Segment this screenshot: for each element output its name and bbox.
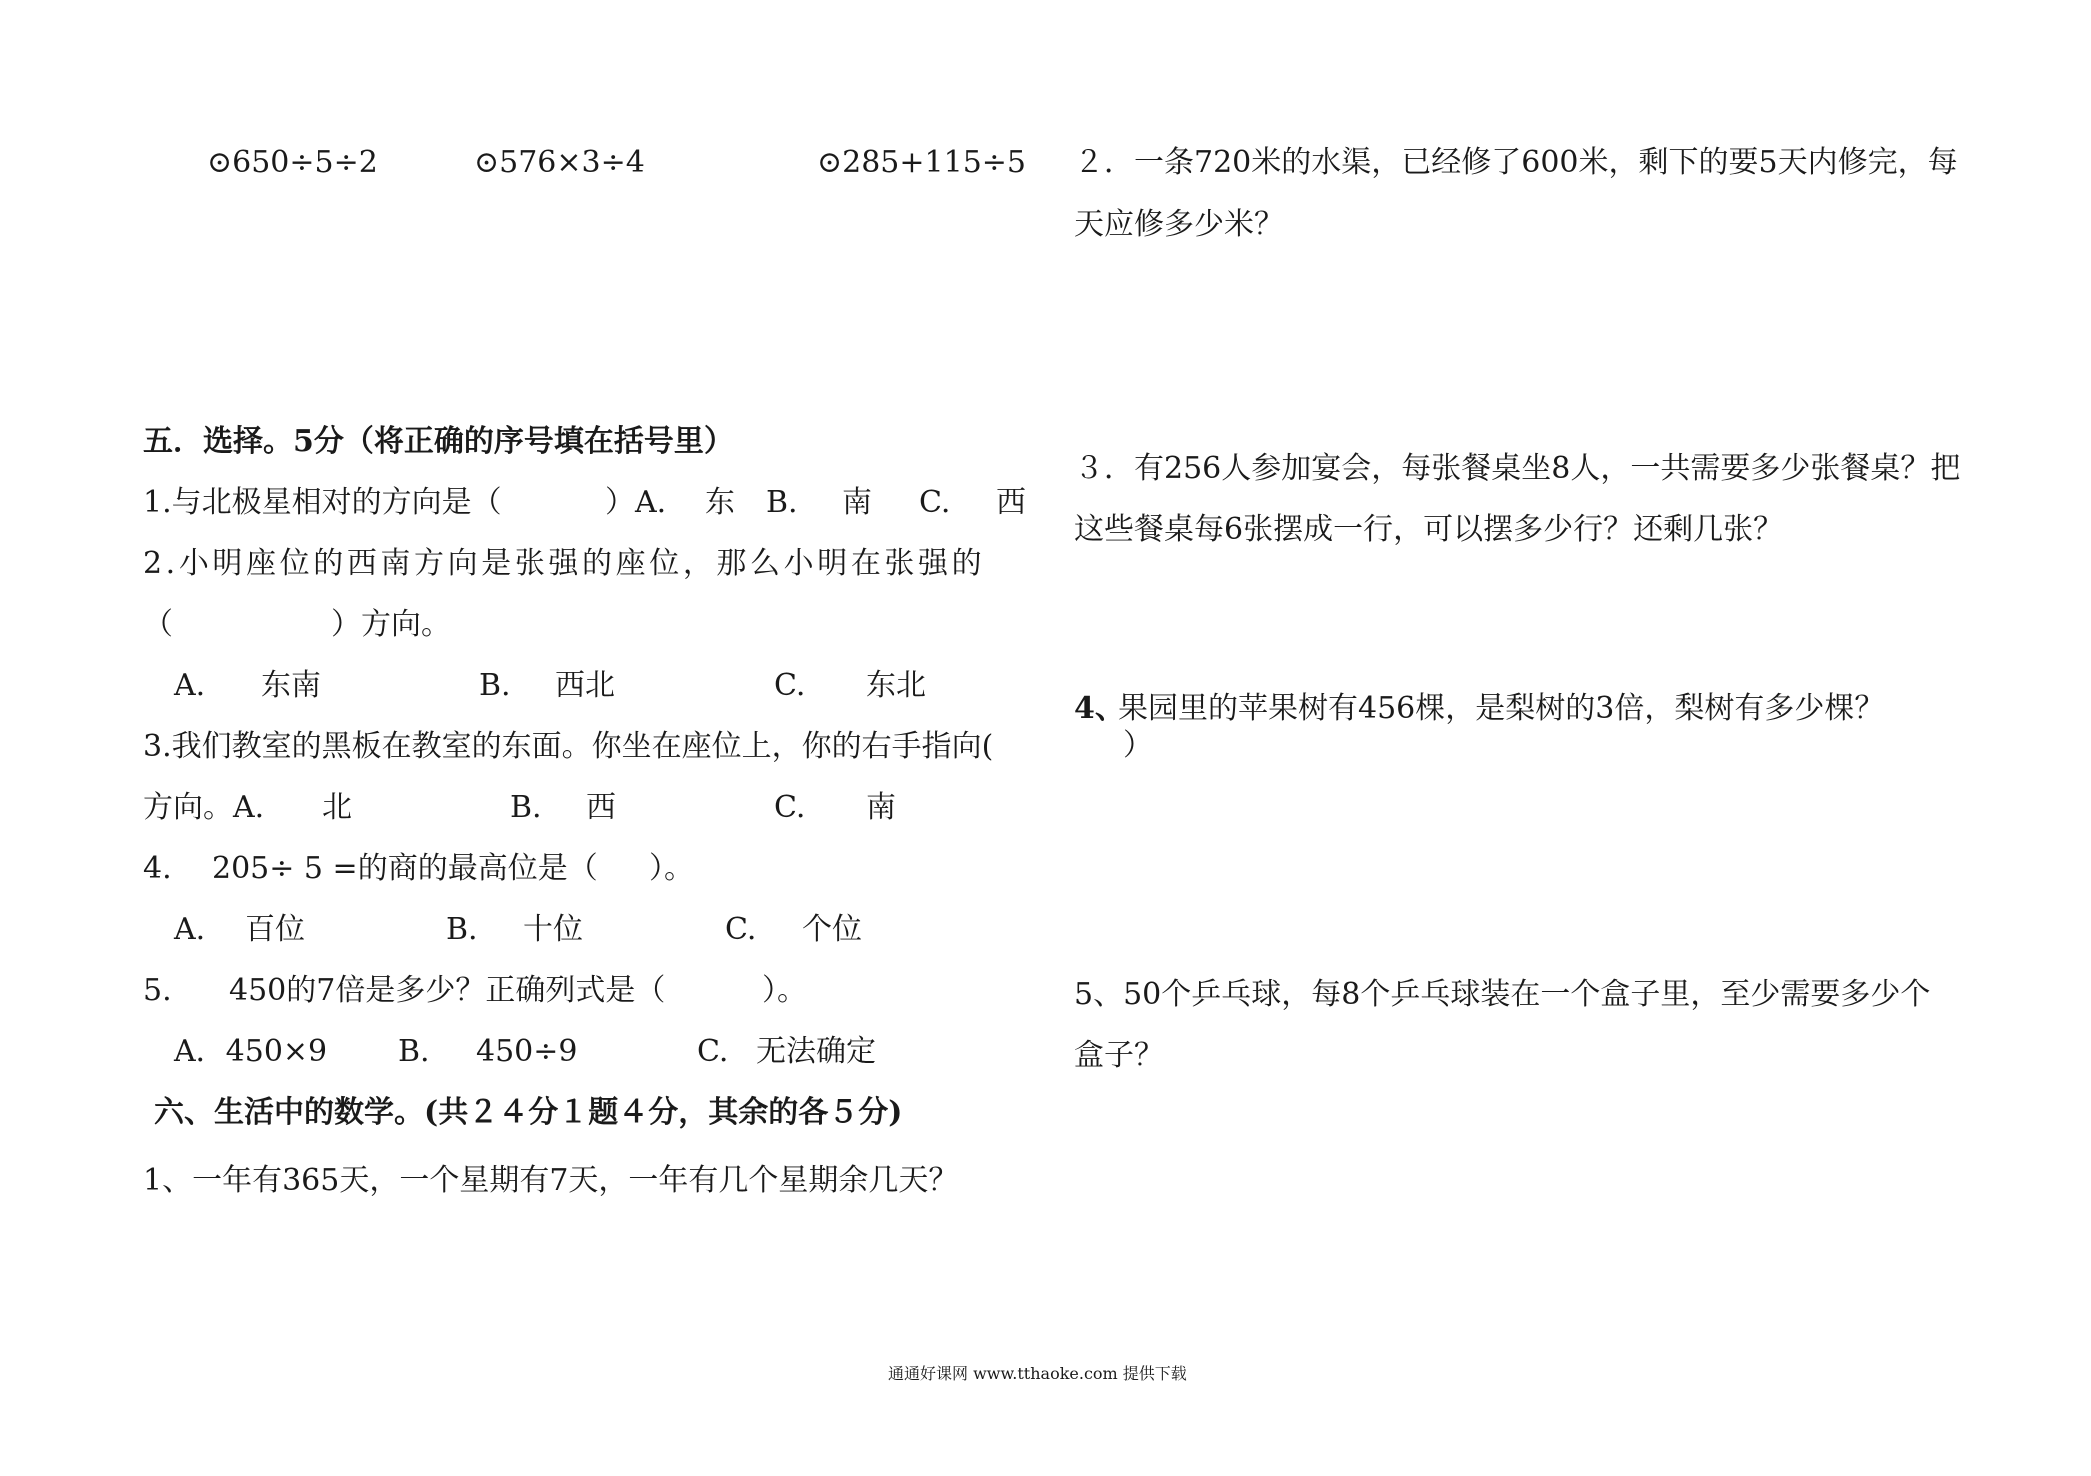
s5-q5-option-c: 无法确定	[756, 1034, 876, 1069]
word-problem-5-line1: 5、50个乒乓球，每8个乒乓球装在一个盒子里，至少需要多少个	[1074, 977, 1931, 1012]
s5-q3-option-c-label: C.	[774, 790, 806, 825]
s5-q5-option-c-label: C.	[697, 1034, 729, 1069]
s5-q1-option-b-label: B.	[766, 485, 798, 520]
s5-q1-option-a: 东	[705, 485, 735, 520]
word-problem-3-line1: ３．有256人参加宴会，每张餐桌坐8人，一共需要多少张餐桌？把	[1074, 451, 1961, 486]
calc-item-2: ⊙576×3÷4	[474, 145, 645, 180]
s5-q3-line1: 3.我们教室的黑板在教室的东面。你坐在座位上，你的右手指向(	[143, 729, 994, 764]
word-problem-3-line2: 这些餐桌每6张摆成一行，可以摆多少行？还剩几张？	[1074, 512, 1784, 547]
calc-item-1: ⊙650÷5÷2	[207, 145, 378, 180]
s5-q5-option-b: 450÷9	[476, 1034, 578, 1069]
s5-q1-option-c-label: C.	[919, 485, 951, 520]
s5-q2-open: （	[143, 607, 173, 642]
footer-watermark: 通通好课网 www.tthaoke.com 提供下载	[888, 1364, 1187, 1383]
section5-title: 五．选择。5分（将正确的序号填在括号里）	[143, 424, 734, 459]
s5-q4-close: ）。	[649, 851, 694, 886]
s5-q5-option-b-label: B.	[398, 1034, 430, 1069]
s5-q3-option-c: 南	[866, 790, 896, 825]
word-problem-4-number: 4、	[1074, 691, 1125, 726]
word-problem-4-text: 果园里的苹果树有456棵，是梨树的3倍，梨树有多少棵？	[1118, 691, 1885, 726]
calc-item-3: ⊙285+115÷5	[817, 145, 1027, 180]
s5-q3-option-b: 西	[586, 790, 616, 825]
s5-q2-option-a-label: A.	[174, 668, 206, 703]
s5-q2-option-b: 西北	[555, 668, 615, 703]
s5-q1-option-b: 南	[842, 485, 872, 520]
s5-q4-option-c: 个位	[802, 912, 862, 947]
word-problem-2-line2: 天应修多少米？	[1074, 207, 1284, 242]
s5-q1-stem: 1.与北极星相对的方向是（	[143, 485, 502, 520]
s5-q3-option-b-label: B.	[510, 790, 542, 825]
s5-q5-number: 5.	[143, 973, 172, 1008]
section6-title: 六、生活中的数学。(共２４分１题４分，其余的各５分)	[154, 1095, 903, 1130]
word-problem-2-line1: ２．一条720米的水渠，已经修了600米，剩下的要5天内修完，每	[1074, 145, 1958, 180]
s5-q4-option-b-label: B.	[446, 912, 478, 947]
s5-q4-number: 4.	[143, 851, 172, 886]
s5-q1-option-c: 西	[996, 485, 1026, 520]
s5-q4-option-a-label: A.	[174, 912, 206, 947]
s5-q2-close: ）方向。	[331, 607, 451, 642]
word-problem-4-close: ）	[1123, 728, 1153, 763]
s5-q5-option-a: A．450×9	[174, 1034, 328, 1069]
s5-q2-option-c: 东北	[866, 668, 926, 703]
s5-q4-option-c-label: C.	[725, 912, 757, 947]
s5-q2-line1: 2.小明座位的西南方向是张强的座位，那么小明在张强的	[143, 546, 986, 581]
s5-q5-stem: 450的7倍是多少？正确列式是（	[229, 973, 666, 1008]
s5-q5-close: ）。	[762, 973, 807, 1008]
s5-q3-option-a: 北	[322, 790, 352, 825]
s5-q2-option-c-label: C.	[774, 668, 806, 703]
s5-q1-close: ）A.	[605, 485, 667, 520]
s6-q1: 1、一年有365天，一个星期有7天，一年有几个星期余几天？	[143, 1163, 959, 1198]
s5-q4-option-a: 百位	[245, 912, 305, 947]
s5-q4-option-b: 十位	[523, 912, 583, 947]
s5-q2-option-a: 东南	[261, 668, 321, 703]
s5-q4-stem: 205÷ 5 =的商的最高位是（	[212, 851, 598, 886]
word-problem-5-line2: 盒子？	[1074, 1038, 1164, 1073]
s5-q2-option-b-label: B.	[479, 668, 511, 703]
s5-q3-line2-start: 方向。A.	[143, 790, 265, 825]
